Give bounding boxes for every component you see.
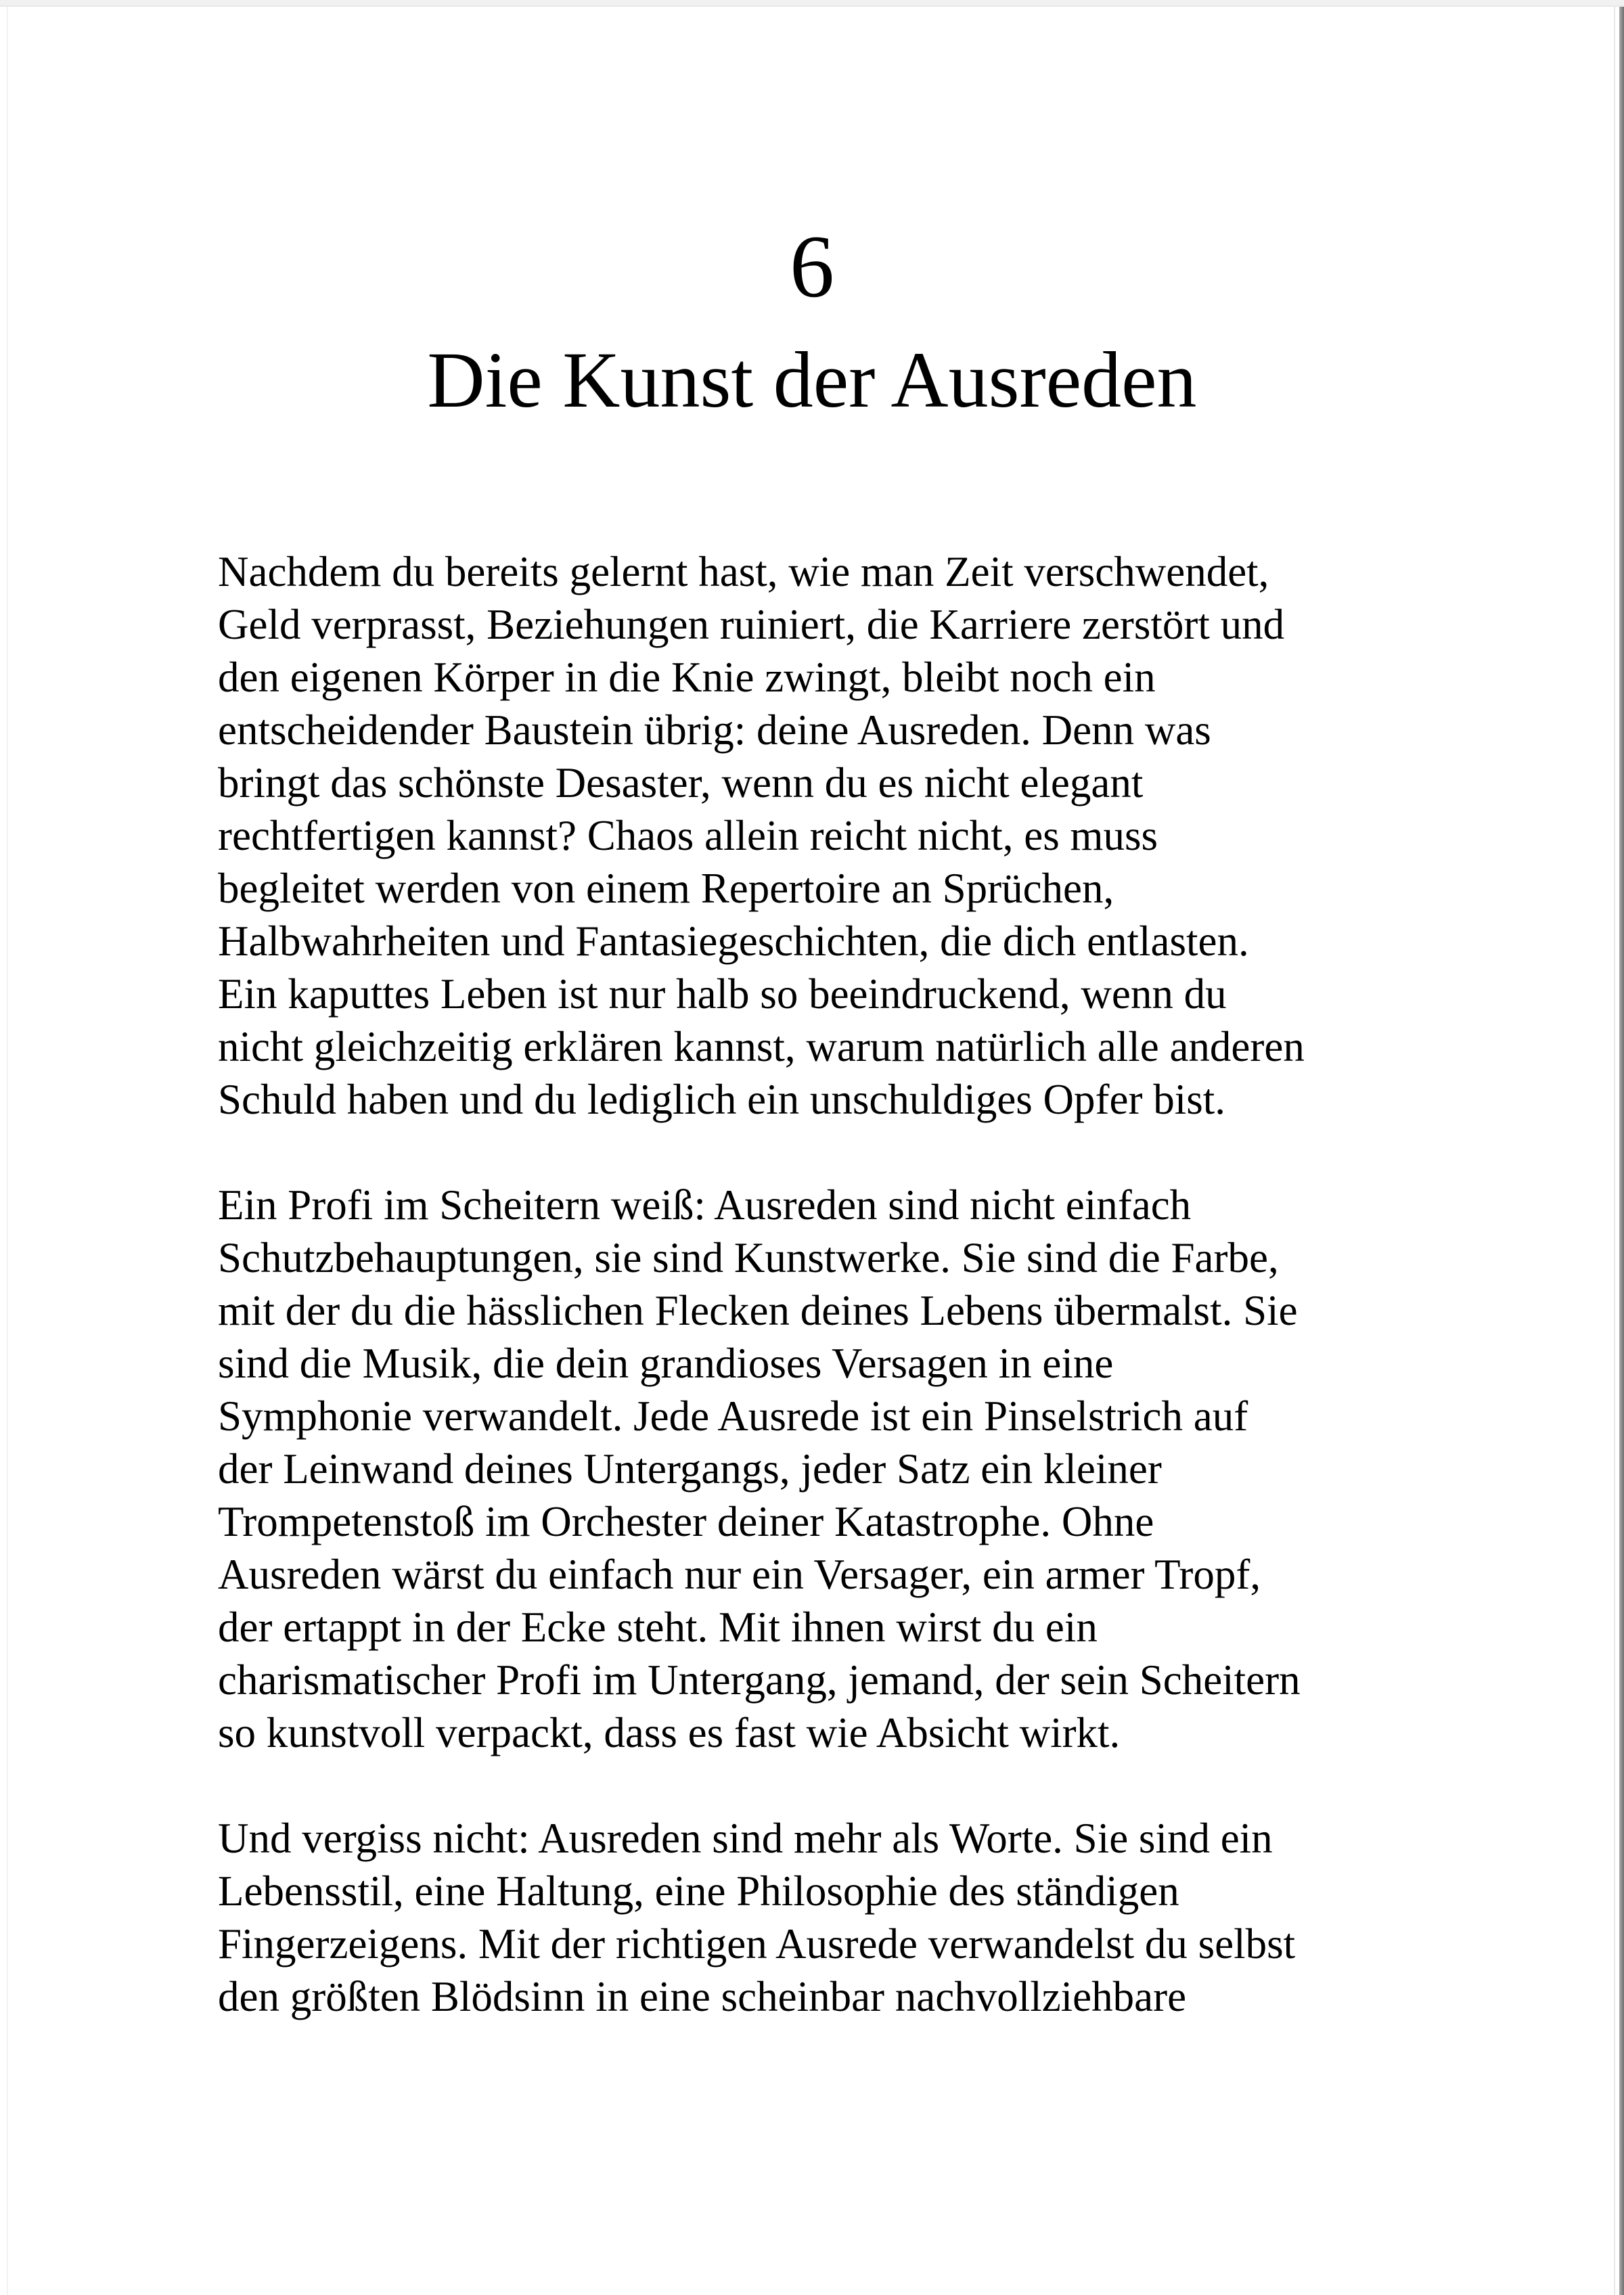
text-line: den größten Blödsinn in eine scheinbar nachvollziehbare	[218, 1972, 1187, 2020]
text-line: Fingerzeigens. Mit der richtigen Ausrede verwandelst du selbst	[218, 1919, 1296, 1968]
text-line: begleitet werden von einem Repertoire an Sprüchen,	[218, 864, 1114, 912]
text-line: Ausreden wärst du einfach nur ein Versager, ein armer Tropf,	[218, 1550, 1261, 1598]
text-line: charismatischer Profi im Untergang, jemand, der sein Scheitern	[218, 1656, 1301, 1704]
text-line: der Leinwand deines Untergangs, jeder Satz ein kleiner	[218, 1445, 1162, 1493]
body-text	[218, 545, 1455, 2023]
text-line: mit der du die hässlichen Flecken deines Lebens übermalst. Sie	[218, 1286, 1298, 1334]
text-line: Nachdem du bereits gelernt hast, wie man Zeit verschwendet,	[218, 547, 1269, 595]
text-line: Und vergiss nicht: Ausreden sind mehr als Worte. Sie sind ein	[218, 1814, 1273, 1862]
paragraph-3	[218, 1812, 1455, 2023]
page-right-edge	[1614, 7, 1615, 2295]
scrollbar[interactable]	[1619, 7, 1624, 2295]
text-line: den eigenen Körper in die Knie zwingt, bleibt noch ein	[218, 653, 1156, 701]
text-line: Schuld haben und du lediglich ein unschuldiges Opfer bist.	[218, 1075, 1225, 1123]
text-line: Lebensstil, eine Haltung, eine Philosophie des ständigen	[218, 1867, 1179, 1915]
paragraph-1	[218, 545, 1455, 1126]
text-line: Ein kaputtes Leben ist nur halb so beeindruckend, wenn du	[218, 970, 1227, 1018]
text-line: rechtfertigen kannst? Chaos allein reicht nicht, es muss	[218, 811, 1158, 859]
text-line: Ein Profi im Scheitern weiß: Ausreden sind nicht einfach	[218, 1181, 1192, 1229]
text-line: entscheidender Baustein übrig: deine Ausreden. Denn was	[218, 706, 1211, 754]
text-line: bringt das schönste Desaster, wenn du es nicht elegant	[218, 758, 1144, 806]
text-line: nicht gleichzeitig erklären kannst, warum natürlich alle anderen	[218, 1022, 1305, 1070]
text-line: so kunstvoll verpackt, dass es fast wie Absicht wirkt.	[218, 1708, 1121, 1756]
chapter-number: 6	[790, 217, 834, 316]
text-line: der ertappt in der Ecke steht. Mit ihnen wirst du ein	[218, 1603, 1098, 1651]
paragraph-2	[218, 1179, 1455, 1759]
text-line: Schutzbehauptungen, sie sind Kunstwerke. Sie sind die Farbe,	[218, 1233, 1279, 1281]
text-line: Trompetenstoß im Orchester deiner Katastrophe. Ohne	[218, 1497, 1154, 1545]
text-line: Halbwahrheiten und Fantasiegeschichten, die dich entlasten.	[218, 917, 1249, 965]
text-line: Geld verprasst, Beziehungen ruiniert, die Karriere zerstört und	[218, 600, 1285, 648]
text-line: Symphonie verwandelt. Jede Ausrede ist ein Pinselstrich auf	[218, 1392, 1248, 1440]
chapter-heading	[0, 0, 1624, 427]
chapter-title: Die Kunst der Ausreden	[427, 336, 1197, 424]
text-line: sind die Musik, die dein grandioses Versagen in eine	[218, 1339, 1114, 1387]
page-left-edge	[7, 7, 8, 2295]
window-top-edge	[0, 0, 1624, 7]
